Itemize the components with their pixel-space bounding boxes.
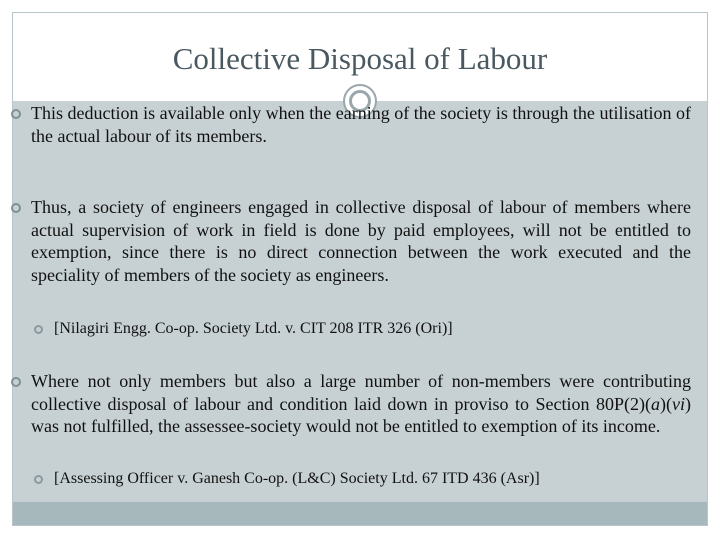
bullet-marker-icon [11,203,21,213]
sub-bullet-marker-icon [34,475,43,484]
content-area [13,101,707,502]
citation-1: [Nilagiri Engg. Co-op. Society Ltd. v. CIT 208 ITR 326 (Ori)] [54,320,453,337]
bullet-3 [11,370,691,438]
slide-title: Collective Disposal of Labour [172,41,548,76]
sub-bullet-1 [34,319,684,339]
bullet-3-text-mid: )( [660,393,672,414]
bullet-3-text-before: Where not only members but also a large number of non-members were contributing collective disposal of labour and condition laid down in proviso to Section 80P(2)( [31,371,691,414]
bullet-marker-icon [11,377,21,387]
citation-2: [Assessing Officer v. Ganesh Co-op. (L&C) Society Ltd. 67 ITD 436 (Asr)] [54,470,540,487]
sub-bullet-marker-icon [34,325,43,334]
sub-bullet-2 [34,469,684,489]
bullet-marker-icon [11,109,21,119]
bullet-2 [11,196,691,286]
bullet-3-italic-vi: vi [672,393,685,414]
bullet-2-text: Thus, a society of engineers engaged in collective disposal of labour of members where actual supervision of work in field is done by paid employees, will not be entitled to exemption, since there is no direct connection between the work executed and the speciality of members of the society as engineers. [31,197,691,285]
bullet-3-text [31,370,691,438]
footer-bar [13,502,707,525]
bullet-1 [11,102,691,147]
bullet-3-text-after: ) was not fulfilled, the assessee-society would not be entitled to exemption of its income. [31,393,691,436]
bullet-3-italic-a: a [651,393,660,414]
bullet-1-text: This deduction is available only when the earning of the society is through the utilisation of the actual labour of its members. [31,103,691,146]
